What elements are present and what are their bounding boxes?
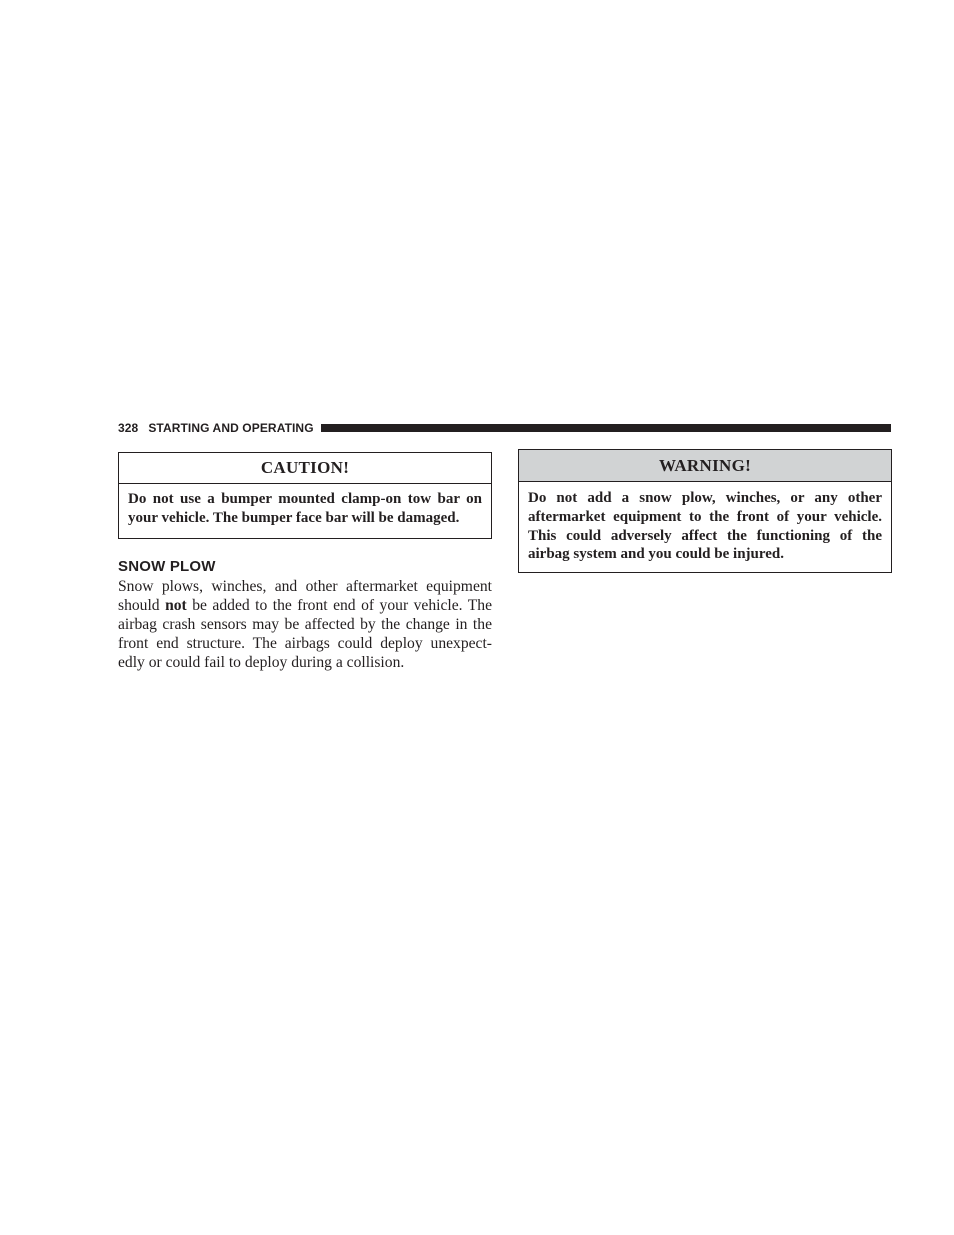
warning-body: Do not add a snow plow, winches, or any other aftermarket equipment to the front of your vehicle. This could adversely affect the functioning of the airbag system and you could be injured. (528, 490, 882, 563)
warning-title: WARNING! (519, 450, 891, 482)
section-title: STARTING AND OPERATING (148, 420, 314, 435)
page-header (118, 419, 891, 436)
paragraph-line: edly or could fail to deploy during a collision. (118, 654, 405, 671)
emphasis-not: not (165, 597, 187, 614)
snow-plow-paragraph (118, 577, 492, 672)
caution-body: Do not use a bumper mounted clamp-on tow bar on your vehicle. The bumper face bar will be damaged. (128, 491, 482, 526)
paragraph-line: front end structure. The airbags could deploy unexpect- (118, 635, 492, 652)
paragraph-text: be added to the front end of your vehicle. The (186, 597, 492, 614)
page-number: 328 (118, 420, 139, 435)
warning-box (518, 449, 892, 573)
header-rule (321, 424, 891, 432)
paragraph-line (118, 596, 492, 615)
caution-box (118, 452, 492, 539)
paragraph-line: Snow plows, winches, and other aftermarket equipment (118, 578, 492, 595)
caution-title: CAUTION! (119, 453, 491, 484)
section-heading-snow-plow: SNOW PLOW (118, 558, 216, 575)
paragraph-line: airbag crash sensors may be affected by the change in the (118, 616, 492, 633)
paragraph-text: should (118, 597, 166, 614)
